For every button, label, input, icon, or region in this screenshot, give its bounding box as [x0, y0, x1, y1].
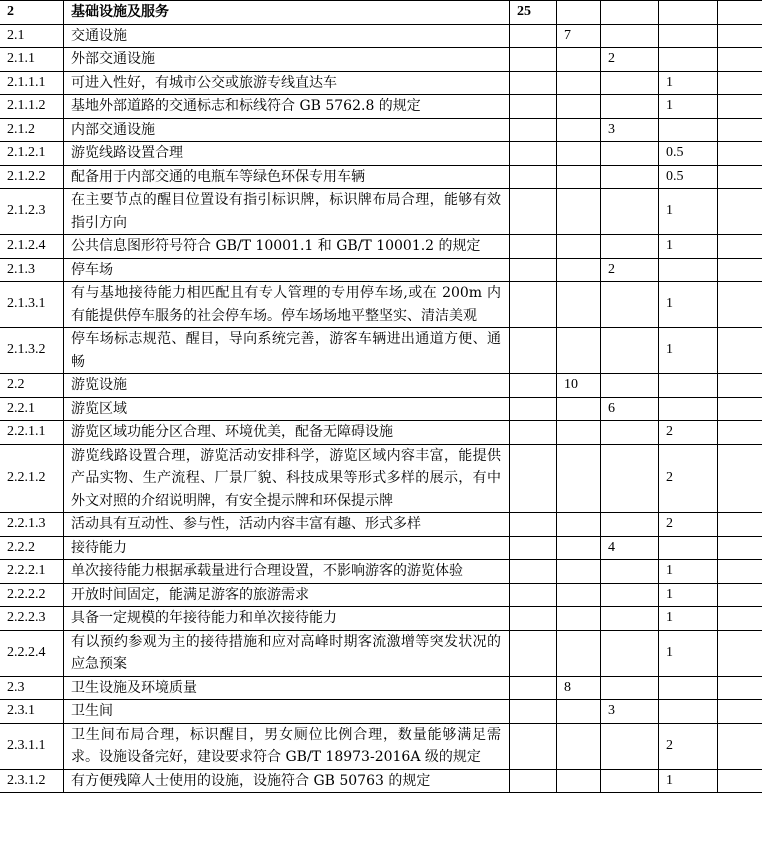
score-level-3: 4 — [601, 536, 659, 560]
score-level-3: 2 — [601, 258, 659, 282]
item-description: 交通设施 — [64, 24, 510, 48]
score-level-5 — [718, 71, 762, 95]
score-level-5 — [718, 48, 762, 72]
item-code: 2.1.2 — [0, 118, 64, 142]
score-level-1 — [510, 142, 557, 166]
score-level-5 — [718, 397, 762, 421]
table-row — [0, 700, 762, 724]
item-code: 2.1.2.3 — [0, 189, 64, 235]
item-description: 有方便残障人士使用的设施，设施符合 GB 50763 的规定 — [64, 769, 510, 793]
score-level-4: 0.5 — [659, 142, 718, 166]
table-row — [0, 165, 762, 189]
table-row — [0, 421, 762, 445]
item-description: 有以预约参观为主的接待措施和应对高峰时期客流激增等突发状况的应急预案 — [64, 630, 510, 676]
score-level-3 — [601, 769, 659, 793]
score-level-2 — [557, 769, 601, 793]
score-level-3 — [601, 95, 659, 119]
score-level-2 — [557, 421, 601, 445]
table-row — [0, 24, 762, 48]
score-level-1 — [510, 769, 557, 793]
score-level-4: 2 — [659, 513, 718, 537]
score-level-4: 1 — [659, 235, 718, 259]
score-level-3 — [601, 421, 659, 445]
score-level-2 — [557, 258, 601, 282]
table-row — [0, 536, 762, 560]
table-row — [0, 444, 762, 513]
score-level-4: 1 — [659, 560, 718, 584]
item-code: 2.3.1 — [0, 700, 64, 724]
score-level-5 — [718, 513, 762, 537]
score-level-1 — [510, 583, 557, 607]
score-level-1 — [510, 282, 557, 328]
item-description: 开放时间固定，能满足游客的旅游需求 — [64, 583, 510, 607]
score-level-3 — [601, 676, 659, 700]
item-description: 游览线路设置合理，游览活动安排科学，游览区域内容丰富，能提供产品实物、生产流程、厂景厂貌、科技成果等形式多样的展示，有中外文对照的介绍说明牌，有安全提示牌和环保提示牌 — [64, 444, 510, 513]
table-row — [0, 48, 762, 72]
score-level-1 — [510, 607, 557, 631]
score-level-2: 7 — [557, 24, 601, 48]
score-level-2 — [557, 444, 601, 513]
score-level-1 — [510, 48, 557, 72]
score-level-4: 2 — [659, 421, 718, 445]
table-row — [0, 607, 762, 631]
score-level-1 — [510, 536, 557, 560]
score-level-3 — [601, 1, 659, 25]
table-row — [0, 282, 762, 328]
item-code: 2.1.3.2 — [0, 328, 64, 374]
item-description: 游览线路设置合理 — [64, 142, 510, 166]
score-level-1 — [510, 676, 557, 700]
score-level-5 — [718, 142, 762, 166]
score-level-4 — [659, 258, 718, 282]
score-level-2 — [557, 536, 601, 560]
score-level-1 — [510, 258, 557, 282]
score-level-3: 3 — [601, 700, 659, 724]
item-code: 2.2.2.2 — [0, 583, 64, 607]
table-row — [0, 95, 762, 119]
score-level-2 — [557, 583, 601, 607]
score-level-3 — [601, 142, 659, 166]
item-description: 外部交通设施 — [64, 48, 510, 72]
score-level-4: 2 — [659, 723, 718, 769]
score-level-2 — [557, 118, 601, 142]
score-level-5 — [718, 536, 762, 560]
item-description: 卫生设施及环境质量 — [64, 676, 510, 700]
score-level-4: 1 — [659, 282, 718, 328]
score-level-3 — [601, 630, 659, 676]
score-level-1 — [510, 24, 557, 48]
item-code: 2.3.1.2 — [0, 769, 64, 793]
score-level-5 — [718, 95, 762, 119]
table-row — [0, 235, 762, 259]
score-level-4: 1 — [659, 71, 718, 95]
score-level-2 — [557, 48, 601, 72]
score-level-3: 2 — [601, 48, 659, 72]
score-level-4 — [659, 374, 718, 398]
table-row — [0, 118, 762, 142]
score-level-1: 25 — [510, 1, 557, 25]
item-description: 基础设施及服务 — [64, 1, 510, 25]
score-level-2 — [557, 723, 601, 769]
item-description: 内部交通设施 — [64, 118, 510, 142]
item-description: 游览设施 — [64, 374, 510, 398]
score-level-2 — [557, 397, 601, 421]
item-code: 2.3 — [0, 676, 64, 700]
score-level-2 — [557, 328, 601, 374]
score-level-1 — [510, 328, 557, 374]
score-level-4 — [659, 676, 718, 700]
score-level-4 — [659, 48, 718, 72]
item-description: 有与基地接待能力相匹配且有专人管理的专用停车场,或在 200m 内有能提供停车服务的社会停车场。停车场场地平整坚实、清洁美观 — [64, 282, 510, 328]
table-row — [0, 513, 762, 537]
item-code: 2.1 — [0, 24, 64, 48]
score-level-2 — [557, 700, 601, 724]
score-level-1 — [510, 421, 557, 445]
score-level-5 — [718, 607, 762, 631]
item-description: 可进入性好，有城市公交或旅游专线直达车 — [64, 71, 510, 95]
score-level-5 — [718, 282, 762, 328]
score-level-1 — [510, 444, 557, 513]
score-level-5 — [718, 769, 762, 793]
table-row — [0, 328, 762, 374]
score-level-1 — [510, 723, 557, 769]
score-level-4: 1 — [659, 328, 718, 374]
item-description: 具备一定规模的年接待能力和单次接待能力 — [64, 607, 510, 631]
score-level-5 — [718, 700, 762, 724]
score-level-1 — [510, 235, 557, 259]
score-level-2 — [557, 560, 601, 584]
table-row — [0, 723, 762, 769]
item-code: 2.2.1 — [0, 397, 64, 421]
score-level-2 — [557, 513, 601, 537]
table-row — [0, 258, 762, 282]
item-code: 2.1.2.4 — [0, 235, 64, 259]
item-description: 游览区域 — [64, 397, 510, 421]
score-level-4: 0.5 — [659, 165, 718, 189]
item-code: 2.2.2 — [0, 536, 64, 560]
item-code: 2.2.1.3 — [0, 513, 64, 537]
item-description: 单次接待能力根据承载量进行合理设置，不影响游客的游览体验 — [64, 560, 510, 584]
table-row — [0, 189, 762, 235]
score-level-1 — [510, 513, 557, 537]
score-level-1 — [510, 118, 557, 142]
score-level-1 — [510, 397, 557, 421]
item-description: 基地外部道路的交通标志和标线符合 GB 5762.8 的规定 — [64, 95, 510, 119]
score-level-3 — [601, 328, 659, 374]
score-level-4: 1 — [659, 583, 718, 607]
score-level-3 — [601, 235, 659, 259]
score-level-5 — [718, 165, 762, 189]
score-level-5 — [718, 444, 762, 513]
score-level-2 — [557, 189, 601, 235]
score-level-3: 3 — [601, 118, 659, 142]
score-level-4: 2 — [659, 444, 718, 513]
item-code: 2.1.1.2 — [0, 95, 64, 119]
item-code: 2.1.2.2 — [0, 165, 64, 189]
table-row — [0, 630, 762, 676]
score-level-1 — [510, 95, 557, 119]
score-level-4 — [659, 24, 718, 48]
score-level-3 — [601, 165, 659, 189]
score-level-4 — [659, 536, 718, 560]
item-description: 活动具有互动性、参与性，活动内容丰富有趣、形式多样 — [64, 513, 510, 537]
score-level-5 — [718, 374, 762, 398]
item-description: 游览区域功能分区合理、环境优美，配备无障碍设施 — [64, 421, 510, 445]
table-row — [0, 71, 762, 95]
item-description: 卫生间 — [64, 700, 510, 724]
score-level-3 — [601, 723, 659, 769]
score-level-5 — [718, 258, 762, 282]
score-level-5 — [718, 328, 762, 374]
table-row — [0, 374, 762, 398]
item-code: 2.2.2.4 — [0, 630, 64, 676]
table-row — [0, 142, 762, 166]
score-level-3 — [601, 189, 659, 235]
score-level-1 — [510, 71, 557, 95]
item-code: 2.3.1.1 — [0, 723, 64, 769]
score-level-1 — [510, 630, 557, 676]
score-level-3 — [601, 513, 659, 537]
score-level-4 — [659, 700, 718, 724]
score-level-2 — [557, 71, 601, 95]
score-level-5 — [718, 235, 762, 259]
item-description: 接待能力 — [64, 536, 510, 560]
score-level-5 — [718, 583, 762, 607]
score-level-5 — [718, 189, 762, 235]
table-row — [0, 560, 762, 584]
table-row — [0, 1, 762, 25]
score-level-2 — [557, 235, 601, 259]
item-description: 停车场标志规范、醒目，导向系统完善，游客车辆进出通道方便、通畅 — [64, 328, 510, 374]
table-row — [0, 397, 762, 421]
score-level-3 — [601, 444, 659, 513]
item-code: 2.1.2.1 — [0, 142, 64, 166]
item-code: 2.2.2.3 — [0, 607, 64, 631]
score-level-3 — [601, 583, 659, 607]
item-code: 2.1.1 — [0, 48, 64, 72]
score-level-4: 1 — [659, 189, 718, 235]
score-level-2 — [557, 95, 601, 119]
score-level-5 — [718, 723, 762, 769]
score-level-4 — [659, 118, 718, 142]
score-level-3: 6 — [601, 397, 659, 421]
score-level-1 — [510, 374, 557, 398]
score-level-5 — [718, 1, 762, 25]
score-level-3 — [601, 607, 659, 631]
item-code: 2 — [0, 1, 64, 25]
score-level-5 — [718, 560, 762, 584]
item-code: 2.1.3 — [0, 258, 64, 282]
score-level-1 — [510, 189, 557, 235]
score-level-4: 1 — [659, 769, 718, 793]
score-level-1 — [510, 700, 557, 724]
score-level-4 — [659, 1, 718, 25]
score-level-2: 10 — [557, 374, 601, 398]
score-level-1 — [510, 560, 557, 584]
item-code: 2.1.1.1 — [0, 71, 64, 95]
score-level-4: 1 — [659, 607, 718, 631]
score-level-2 — [557, 630, 601, 676]
item-description: 配备用于内部交通的电瓶车等绿色环保专用车辆 — [64, 165, 510, 189]
table-row — [0, 676, 762, 700]
table-row — [0, 769, 762, 793]
score-level-3 — [601, 282, 659, 328]
score-level-2 — [557, 607, 601, 631]
item-code: 2.2.2.1 — [0, 560, 64, 584]
score-level-3 — [601, 71, 659, 95]
score-level-2 — [557, 282, 601, 328]
score-level-5 — [718, 630, 762, 676]
item-code: 2.1.3.1 — [0, 282, 64, 328]
item-description: 公共信息图形符号符合 GB/T 10001.1 和 GB/T 10001.2 的规定 — [64, 235, 510, 259]
item-code: 2.2.1.2 — [0, 444, 64, 513]
score-level-2 — [557, 165, 601, 189]
item-description: 停车场 — [64, 258, 510, 282]
score-level-2: 8 — [557, 676, 601, 700]
score-level-5 — [718, 118, 762, 142]
score-level-4: 1 — [659, 95, 718, 119]
score-level-5 — [718, 676, 762, 700]
score-level-4 — [659, 397, 718, 421]
score-level-3 — [601, 24, 659, 48]
score-level-1 — [510, 165, 557, 189]
item-description: 卫生间布局合理，标识醒目，男女厕位比例合理，数量能够满足需求。设施设备完好，建设要求符合 GB/T 18973-2016A 级的规定 — [64, 723, 510, 769]
score-level-4: 1 — [659, 630, 718, 676]
score-level-5 — [718, 24, 762, 48]
score-level-2 — [557, 1, 601, 25]
score-level-5 — [718, 421, 762, 445]
item-code: 2.2.1.1 — [0, 421, 64, 445]
item-code: 2.2 — [0, 374, 64, 398]
score-level-2 — [557, 142, 601, 166]
score-level-3 — [601, 374, 659, 398]
table-row — [0, 583, 762, 607]
item-description: 在主要节点的醒目位置设有指引标识牌，标识牌布局合理，能够有效指引方向 — [64, 189, 510, 235]
table-body — [0, 1, 762, 793]
score-level-3 — [601, 560, 659, 584]
